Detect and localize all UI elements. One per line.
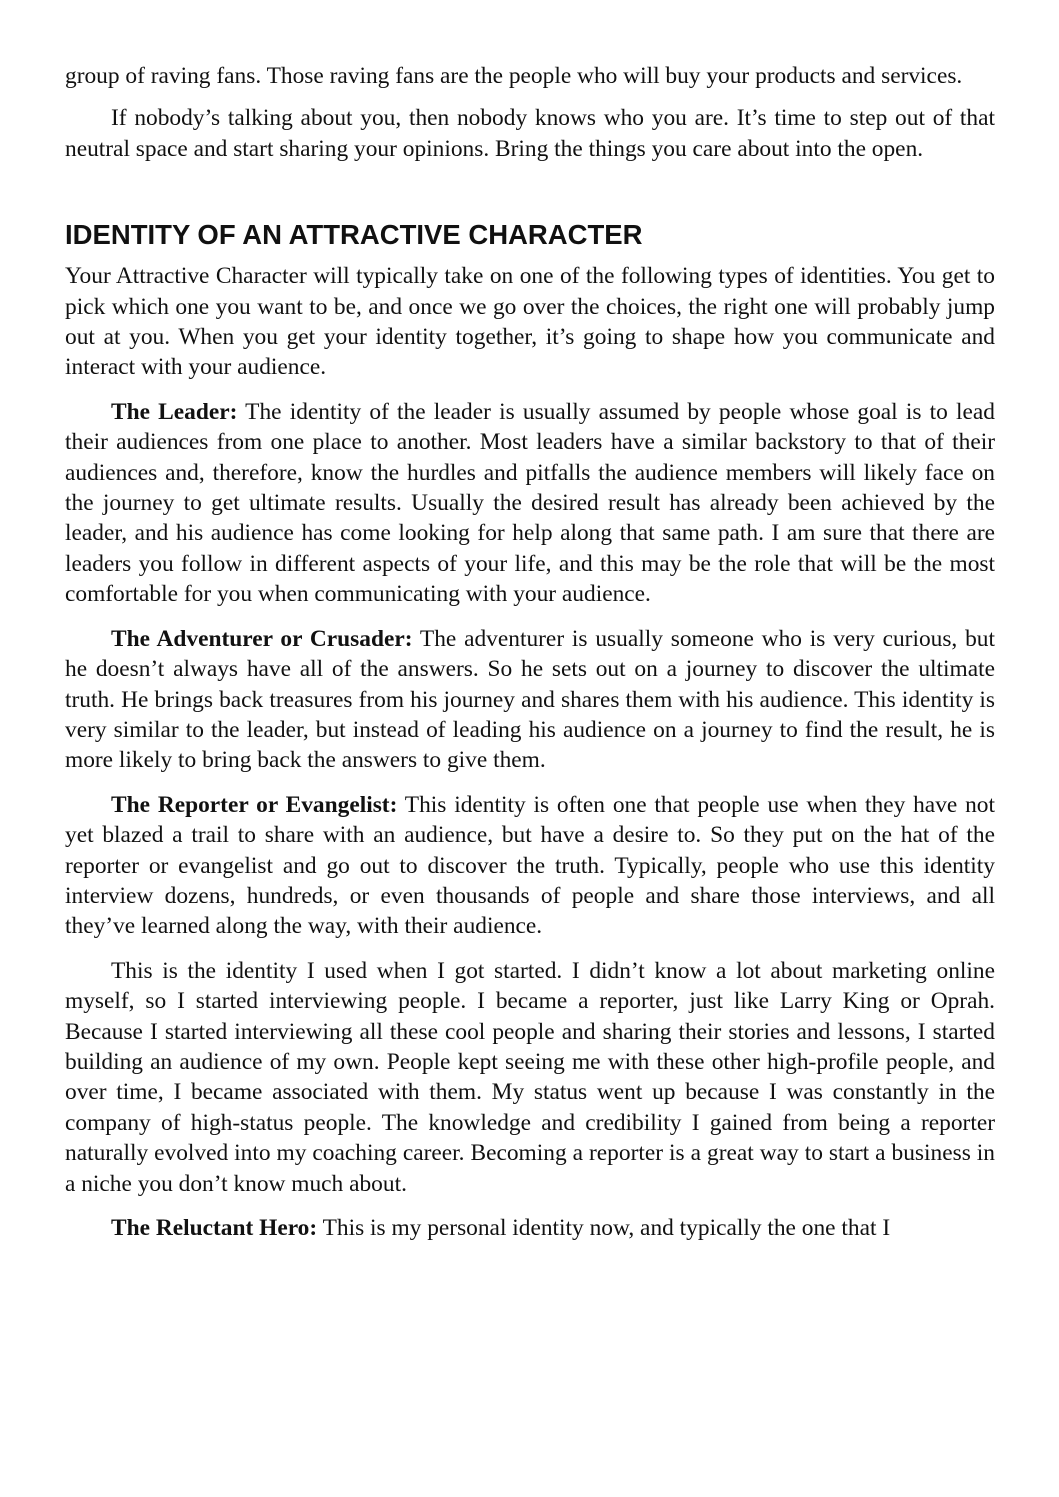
reporter-story: This is the identity I used when I got started. I didn’t know a lot about marketing online myself, so I started interviewing people. I became a reporter, just like Larry King or Oprah. Because I started interviewing all these cool people and sharing their stories and lessons, I started building an audience of my own. People kept seeing me with these other high-profile people, and over time, I became associated with them. My status went up because I was constantly in the company of high-status people. The knowledge and credibility I gained from being a reporter naturally evolved into my coaching career. Becoming a reporter is a great way to start a business in a niche you don’t know much about. <box>65 957 995 1197</box>
section-heading: IDENTITY OF AN ATTRACTIVE CHARACTER <box>65 219 643 251</box>
paragraph-continued: group of raving fans. Those raving fans are the people who will buy your products and services. <box>65 63 963 89</box>
identity-description: This is my personal identity now, and typically the one that I <box>317 1215 891 1241</box>
identity-description: The identity of the leader is usually assumed by people whose goal is to lead their audiences from one place to another. Most leaders have a similar backstory to that of their audiences and, therefore, know the hurdles and pitfalls the audience members will likely face on the journey to get ultimate results. Usually the desired result has already been achieved by the leader, and his audience has come looking for help along that same path. I am sure that there are leaders you follow in different aspects of your life, and this may be the role that will be the most comfortable for you when communicating with your audience. <box>65 398 995 608</box>
identity-reporter <box>65 790 995 942</box>
identity-term: The Reporter or Evangelist: <box>111 791 398 818</box>
identity-term: The Reluctant Hero: <box>111 1215 318 1241</box>
section-intro: Your Attractive Character will typically take on one of the following types of identities. You get to pick which one you want to be, and once we go over the choices, the right one will probably jump out at you. When you get your identity together, it’s going to shape how you communicate and interact with your audience. <box>65 263 995 381</box>
identity-term: The Leader: <box>111 398 238 425</box>
identity-adventurer <box>65 624 995 776</box>
identity-reluctant-hero <box>65 1213 995 1243</box>
book-page <box>65 61 995 1257</box>
identity-term: The Adventurer or Crusader: <box>111 625 413 652</box>
paragraph-step-out: If nobody’s talking about you, then nobody knows who you are. It’s time to step out of that neutral space and start sharing your opinions. Bring the things you care about into the open. <box>65 105 995 162</box>
identity-description: The adventurer is usually someone who is very curious, but he doesn’t always have all of the answers. So he sets out on a journey to discover the ultimate truth. He brings back treasures from his journey and shares them with his audience. This identity is very similar to the leader, but instead of leading his audience on a journey to find the result, he is more likely to bring back the answers to give them. <box>65 625 995 774</box>
identity-leader <box>65 397 995 610</box>
identity-description: This identity is often one that people use when they have not yet blazed a trail to share with an audience, but have a desire to. So they put on the hat of the reporter or evangelist and go out to discover the truth. Typically, people who use this identity interview dozens, hundreds, or even thousands of people and share those interviews, and all they’ve learned along the way, with their audience. <box>65 791 995 940</box>
